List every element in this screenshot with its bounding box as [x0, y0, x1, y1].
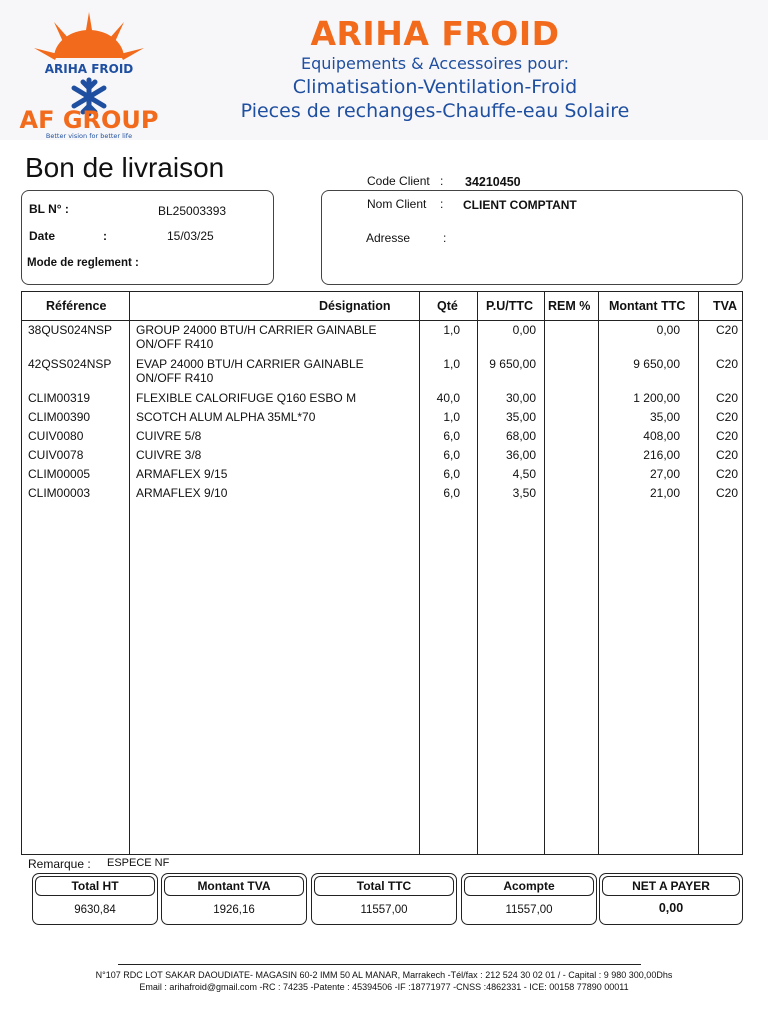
- date-value: 15/03/25: [167, 229, 214, 243]
- cell-des1: CUIVRE 3/8: [136, 448, 202, 462]
- bl-number-label: BL N° :: [29, 202, 69, 216]
- total-ttc-label: Total TTC: [314, 876, 454, 896]
- total-ttc-box: [311, 873, 457, 925]
- cell-des2: ON/OFF R410: [136, 337, 214, 351]
- cell-qty: 6,0: [443, 448, 460, 462]
- col-header-reference: Référence: [46, 299, 107, 313]
- logo-main-text: AF GROUP: [19, 106, 159, 134]
- client-code-value: 34210450: [465, 175, 521, 189]
- cell-pu: 9 650,00: [489, 357, 536, 371]
- bl-number-value: BL25003393: [158, 204, 227, 218]
- client-code-label: Code Client: [367, 174, 430, 188]
- company-tagline-2: Climatisation-Ventilation-Froid: [292, 76, 578, 98]
- payment-mode-label: Mode de reglement :: [27, 257, 139, 269]
- cell-des1: CUIVRE 5/8: [136, 429, 202, 443]
- cell-qty: 1,0: [443, 410, 460, 424]
- footer-registration: Email : arihafroid@gmail.com -RC : 74235 -Patente : 45394506 -IF :18771977 -CNSS :4862331 - ICE: 00158 77890 00011: [139, 982, 629, 992]
- cell-ref: CUIV0078: [28, 448, 84, 462]
- cell-montant: 408,00: [643, 429, 680, 443]
- col-header-amount: Montant TTC: [609, 299, 686, 313]
- total-tva-label: Montant TVA: [164, 876, 304, 896]
- cell-des1: FLEXIBLE CALORIFUGE Q160 ESBO M: [136, 391, 357, 405]
- footer-address: N°107 RDC LOT SAKAR DAOUDIATE- MAGASIN 60-2 IMM 50 AL MANAR, Marrakech -Tél/fax : 212 524 30 02 01 / - Capital : 9 980 300,00Dhs: [95, 970, 673, 980]
- client-name-label: Nom Client: [367, 197, 427, 211]
- total-ht-box: [32, 873, 158, 925]
- logo-top-text: ARIHA FROID: [44, 62, 134, 76]
- total-tva-box: [161, 873, 307, 925]
- items-table: [21, 291, 743, 855]
- deposit-value: 11557,00: [505, 904, 553, 916]
- cell-montant: 1 200,00: [633, 391, 680, 405]
- company-tagline-3: Pieces de rechanges-Chauffe-eau Solaire: [240, 100, 630, 122]
- client-name-value: CLIENT COMPTANT: [463, 198, 577, 212]
- total-tva-value: 1926,16: [213, 904, 255, 916]
- cell-montant: 35,00: [649, 410, 680, 424]
- total-ht-value: 9630,84: [74, 904, 116, 916]
- cell-pu: 68,00: [505, 429, 536, 443]
- cell-qty: 1,0: [443, 357, 460, 371]
- company-tagline-1: Equipements & Accessoires pour:: [301, 54, 569, 73]
- date-label: Date: [29, 229, 56, 243]
- cell-montant: 216,00: [643, 448, 680, 462]
- company-logo: [14, 8, 164, 140]
- client-address-colon: :: [443, 231, 447, 245]
- net-to-pay-box: [599, 873, 743, 925]
- cell-tva: C20: [715, 448, 738, 462]
- cell-pu: 30,00: [505, 391, 536, 405]
- company-name: ARIHA FROID: [310, 14, 560, 53]
- cell-ref: CLIM00390: [28, 410, 91, 424]
- cell-tva: C20: [715, 429, 738, 443]
- col-header-qty: Qté: [437, 299, 458, 313]
- date-colon: :: [103, 229, 107, 243]
- remark-value: ESPECE NF: [107, 857, 170, 869]
- cell-ref: CLIM00005: [28, 467, 91, 481]
- cell-qty: 6,0: [443, 467, 460, 481]
- client-name-colon: :: [440, 197, 444, 211]
- cell-des1: ARMAFLEX 9/10: [136, 486, 228, 500]
- client-address-label: Adresse: [366, 231, 411, 245]
- cell-qty: 6,0: [443, 486, 460, 500]
- total-ht-label: Total HT: [35, 876, 155, 896]
- cell-pu: 36,00: [505, 448, 536, 462]
- logo-tagline: Better vision for better life: [45, 132, 133, 140]
- col-header-designation: Désignation: [319, 299, 391, 313]
- cell-ref: CUIV0080: [28, 429, 84, 443]
- cell-ref: CLIM00003: [28, 486, 91, 500]
- cell-tva: C20: [715, 467, 738, 481]
- net-to-pay-label: NET A PAYER: [602, 876, 740, 896]
- cell-qty: 40,0: [436, 391, 460, 405]
- cell-ref: 42QSS024NSP: [28, 357, 112, 371]
- cell-ref: CLIM00319: [28, 391, 91, 405]
- cell-tva: C20: [715, 486, 738, 500]
- cell-pu: 3,50: [512, 486, 536, 500]
- cell-qty: 1,0: [443, 323, 460, 337]
- net-to-pay-value: 0,00: [658, 901, 684, 915]
- cell-des1: GROUP 24000 BTU/H CARRIER GAINABLE: [136, 323, 377, 337]
- cell-pu: 35,00: [505, 410, 536, 424]
- footer-divider: [118, 964, 641, 965]
- cell-tva: C20: [715, 357, 738, 371]
- col-header-tva: TVA: [713, 299, 738, 313]
- cell-pu: 0,00: [512, 323, 536, 337]
- cell-tva: C20: [715, 391, 738, 405]
- cell-des1: SCOTCH ALUM ALPHA 35ML*70: [136, 410, 316, 424]
- cell-tva: C20: [715, 323, 738, 337]
- col-header-unit-price: P.U/TTC: [486, 299, 533, 313]
- cell-pu: 4,50: [512, 467, 536, 481]
- cell-montant: 9 650,00: [633, 357, 680, 371]
- remark-label: Remarque :: [28, 857, 91, 871]
- client-code-colon: :: [440, 174, 444, 188]
- deposit-label: Acompte: [464, 876, 594, 896]
- cell-montant: 0,00: [656, 323, 680, 337]
- deposit-box: [461, 873, 597, 925]
- cell-qty: 6,0: [443, 429, 460, 443]
- cell-montant: 21,00: [649, 486, 680, 500]
- col-header-discount: REM %: [548, 299, 591, 313]
- cell-des2: ON/OFF R410: [136, 371, 214, 385]
- document-title: Bon de livraison: [25, 152, 225, 183]
- total-ttc-value: 11557,00: [360, 904, 408, 916]
- cell-des1: ARMAFLEX 9/15: [136, 467, 228, 481]
- cell-tva: C20: [715, 410, 738, 424]
- cell-ref: 38QUS024NSP: [28, 323, 113, 337]
- cell-des1: EVAP 24000 BTU/H CARRIER GAINABLE: [136, 357, 364, 371]
- cell-montant: 27,00: [649, 467, 680, 481]
